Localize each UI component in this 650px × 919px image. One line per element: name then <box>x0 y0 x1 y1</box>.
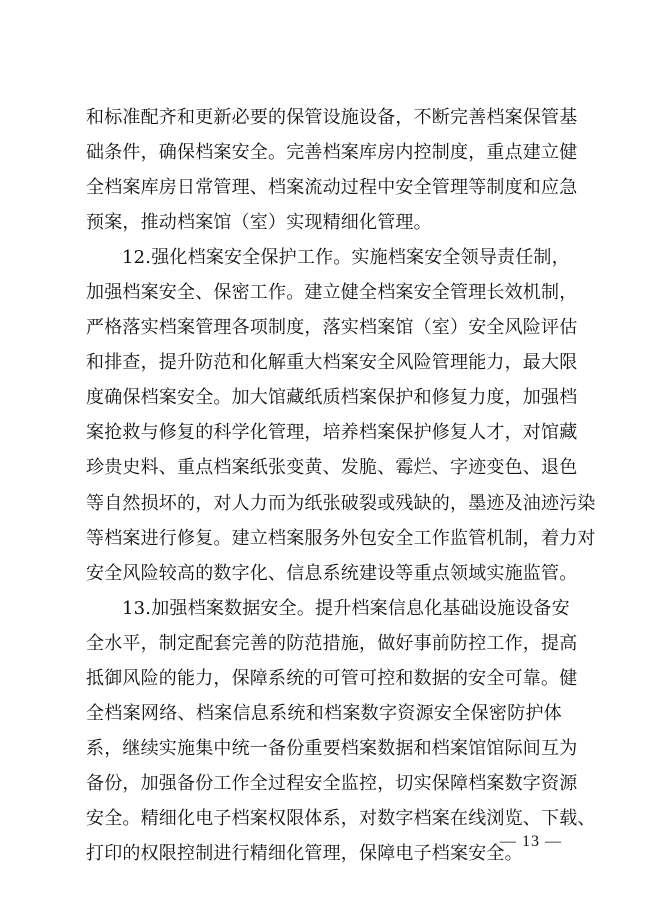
text-line: 和标准配齐和更新必要的保管设施设备，不断完善档案保管基 <box>86 107 578 128</box>
paragraph-heading-line: 13.加强档案数据安全。提升档案信息化基础设施设备安 <box>122 597 570 619</box>
text-line: 安全风险较高的数字化、信息系统建设等重点领域实施监管。 <box>86 562 578 584</box>
text-line: 全水平，制定配套完善的防范措施，做好事前防控工作，提高 <box>86 632 578 654</box>
text-line: 备份，加强备份工作全过程安全监控，切实保障档案数字资源 <box>86 772 578 794</box>
text-line: 等自然损坏的，对人力而为纸张破裂或残缺的，墨迹及油迹污染 <box>86 492 596 514</box>
text-line: 抵御风险的能力，保障系统的可管可控和数据的安全可靠。健 <box>86 667 578 689</box>
text-line: 和排查，提升防范和化解重大档案安全风险管理能力，最大限 <box>86 352 578 374</box>
text-line: 全档案库房日常管理、档案流动过程中安全管理等制度和应急 <box>86 177 578 199</box>
text-line: 珍贵史料、重点档案纸张变黄、发脆、霉烂、字迹变色、退色 <box>86 457 578 479</box>
text-line: 加强档案安全、保密工作。建立健全档案安全管理长效机制， <box>86 282 578 304</box>
text-line: 安全。精细化电子档案权限体系，对数字档案在线浏览、下载、 <box>86 807 596 829</box>
text-line: 等档案进行修复。建立档案服务外包安全工作监管机制，着力对 <box>86 527 596 549</box>
text-line: 度确保档案安全。加大馆藏纸质档案保护和修复力度，加强档 <box>86 387 578 409</box>
paragraph-heading-line: 12.强化档案安全保护工作。实施档案安全领导责任制， <box>122 247 570 269</box>
text-line: 打印的权限控制进行精细化管理，保障电子档案安全。 <box>86 842 523 864</box>
text-line: 预案，推动档案馆（室）实现精细化管理。 <box>86 212 432 234</box>
text-line: 础条件，确保档案安全。完善档案库房内控制度，重点建立健 <box>86 142 578 164</box>
page-number: — 13 — <box>500 833 562 850</box>
text-line: 严格落实档案管理各项制度，落实档案馆（室）安全风险评估 <box>86 317 578 339</box>
body-text <box>86 100 596 871</box>
text-line: 全档案网络、档案信息系统和档案数字资源安全保密防护体 <box>86 702 562 724</box>
text-line: 案抢救与修复的科学化管理，培养档案保护修复人才，对馆藏 <box>86 422 578 444</box>
text-line: 系，继续实施集中统一备份重要档案数据和档案馆馆际间互为 <box>86 737 578 759</box>
